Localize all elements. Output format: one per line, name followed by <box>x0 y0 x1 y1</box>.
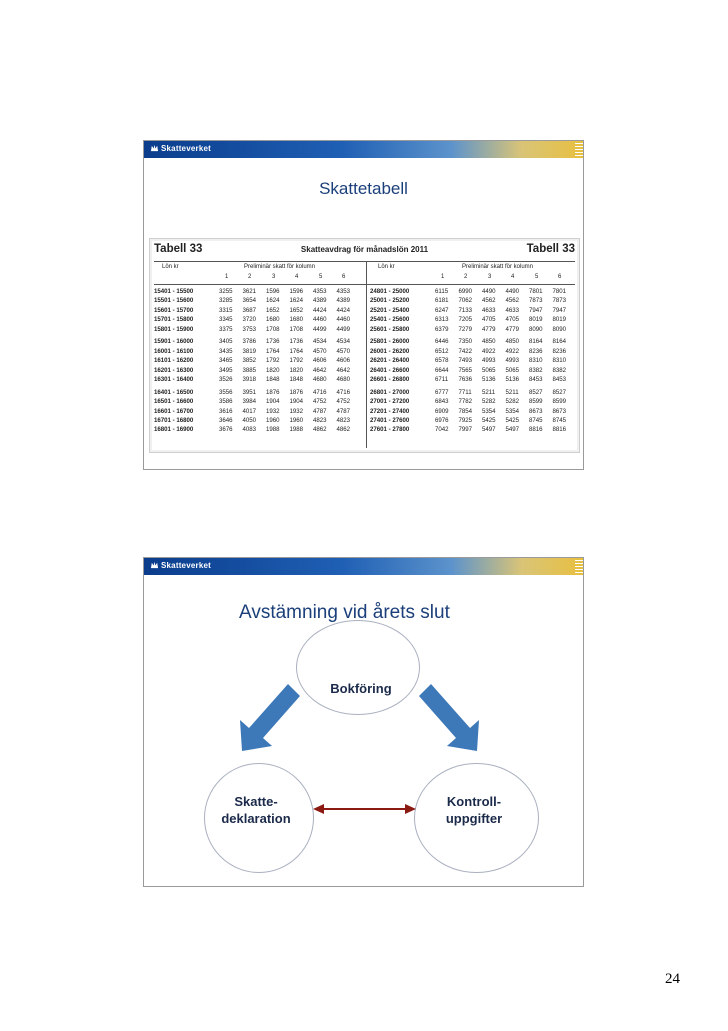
tax-cell: 7801 <box>552 288 567 295</box>
tax-cell: 5354 <box>482 407 496 415</box>
col-num: 1 <box>441 274 445 280</box>
table-row <box>154 416 364 425</box>
table-row <box>370 416 580 425</box>
tax-cell: 8090 <box>552 325 567 333</box>
slide-title: Skattetabell <box>319 179 408 198</box>
tax-cell: 1652 <box>289 306 304 314</box>
tax-cell: 3687 <box>242 306 257 314</box>
tax-cell: 1624 <box>266 297 280 305</box>
tax-cell: 7801 <box>529 288 543 295</box>
slide-header-bar <box>144 141 583 158</box>
tax-cell: 4680 <box>336 376 351 384</box>
tax-cell: 7042 <box>435 426 449 434</box>
col-num: 3 <box>488 274 492 280</box>
salary-range-cell: 26201 - 26400 <box>370 357 410 365</box>
salary-range-cell: 26001 - 26200 <box>370 347 410 355</box>
tax-cell: 4850 <box>482 338 496 346</box>
arrow-to-kontrolluppgifter <box>419 684 479 751</box>
table-row <box>370 347 580 356</box>
salary-range-cell: 15601 - 15700 <box>154 306 194 314</box>
tax-cell: 1708 <box>266 325 280 333</box>
salary-range-cell: 16701 - 16800 <box>154 417 194 425</box>
brand-name: Skatteverket <box>161 144 211 153</box>
col-num: 1 <box>225 274 229 280</box>
row-group <box>370 337 580 384</box>
tax-cell: 1792 <box>289 357 304 365</box>
tax-cell: 1820 <box>266 366 280 374</box>
table-title-right: Tabell 33 <box>526 243 575 255</box>
tax-cell: 8816 <box>529 426 543 434</box>
col-num: 6 <box>342 274 346 280</box>
slide-avstamning <box>143 557 584 887</box>
tax-cell: 4017 <box>242 407 257 415</box>
tax-cell: 6976 <box>435 417 449 425</box>
tax-cell: 4633 <box>505 306 520 314</box>
tax-cell: 3819 <box>242 347 257 355</box>
tax-table-header <box>154 243 575 257</box>
tax-cell: 6512 <box>435 347 449 355</box>
tax-cell: 4460 <box>313 316 327 324</box>
table-left-half <box>154 287 364 438</box>
tax-cell: 7062 <box>458 297 473 305</box>
tax-cell: 6711 <box>435 376 449 384</box>
tax-cell: 4862 <box>336 426 351 434</box>
tax-cell: 5282 <box>482 398 496 406</box>
tax-cell: 5425 <box>505 417 520 425</box>
tax-cell: 7493 <box>458 357 473 365</box>
tax-cell: 1736 <box>266 338 280 346</box>
tax-cell: 5065 <box>505 366 520 374</box>
row-group <box>154 388 364 435</box>
tax-cell: 1652 <box>266 306 280 314</box>
tax-cell: 4787 <box>336 407 351 415</box>
salary-range-cell: 26601 - 26800 <box>370 376 410 384</box>
tax-cell: 4606 <box>336 357 351 365</box>
tax-cell: 6379 <box>435 325 449 333</box>
salary-range-cell: 16001 - 16100 <box>154 347 194 355</box>
skatteverket-logo <box>150 144 211 153</box>
tax-cell: 7873 <box>552 297 567 305</box>
tax-cell: 3255 <box>219 288 233 295</box>
tax-cell: 1736 <box>289 338 304 346</box>
tax-cell: 7997 <box>458 426 473 434</box>
brand-name: Skatteverket <box>161 561 211 570</box>
salary-range-cell: 26401 - 26600 <box>370 366 410 374</box>
table-row <box>154 397 364 406</box>
col-num: 3 <box>272 274 276 280</box>
tax-cell: 8816 <box>552 426 567 434</box>
page-number: 24 <box>665 971 680 987</box>
tax-cell: 8745 <box>552 417 567 425</box>
salary-range-cell: 16501 - 16600 <box>154 398 194 406</box>
table-row <box>370 407 580 416</box>
tax-cell: 7711 <box>458 388 472 396</box>
tax-cell: 7565 <box>458 366 473 374</box>
tax-cell: 4083 <box>242 426 257 434</box>
tax-cell: 3345 <box>219 316 233 324</box>
tax-cell: 8019 <box>552 316 567 324</box>
tax-cell: 5136 <box>482 376 496 384</box>
tax-table <box>149 238 580 453</box>
tax-cell: 4850 <box>505 338 520 346</box>
tax-cell: 3526 <box>219 376 233 384</box>
tax-cell: 4353 <box>336 288 351 295</box>
tax-cell: 8527 <box>529 388 543 396</box>
tax-cell: 3586 <box>219 398 233 406</box>
tax-cell: 3465 <box>219 357 233 365</box>
tax-cell: 4716 <box>336 388 351 396</box>
tax-cell: 4050 <box>242 417 257 425</box>
tax-cell: 5282 <box>505 398 520 406</box>
tax-cell: 1876 <box>289 388 304 396</box>
table-title-left: Tabell 33 <box>154 243 203 255</box>
tax-cell: 5211 <box>482 388 496 396</box>
node-label-line: Kontroll- <box>446 794 502 809</box>
header-stripes <box>575 141 583 158</box>
tax-cell: 4680 <box>313 376 327 384</box>
tax-cell: 3984 <box>242 398 257 406</box>
table-row <box>370 375 580 384</box>
tax-cell: 8090 <box>529 325 543 333</box>
table-row <box>154 325 364 334</box>
tax-cell: 8673 <box>552 407 567 415</box>
tax-cell: 7422 <box>458 347 473 355</box>
tax-cell: 6843 <box>435 398 449 406</box>
tax-cell: 3676 <box>219 426 233 434</box>
col-label-right: Lön kr <box>378 264 395 270</box>
tax-cell: 3435 <box>219 347 233 355</box>
tax-cell: 4460 <box>336 316 351 324</box>
tax-cell: 4570 <box>313 347 327 355</box>
row-group <box>370 388 580 435</box>
table-row <box>154 388 364 397</box>
col-num: 2 <box>248 274 252 280</box>
salary-range-cell: 24801 - 25000 <box>370 288 410 295</box>
tax-cell: 1960 <box>289 417 304 425</box>
tax-cell: 8673 <box>529 407 543 415</box>
col-group-label-left: Preliminär skatt för kolumn <box>244 264 316 270</box>
tax-cell: 1596 <box>289 288 304 295</box>
table-row <box>154 375 364 384</box>
tax-cell: 4633 <box>482 306 496 314</box>
salary-range-cell: 26801 - 27000 <box>370 388 410 396</box>
tax-cell: 3918 <box>242 376 257 384</box>
tax-cell: 4823 <box>336 417 351 425</box>
tax-cell: 1708 <box>289 325 304 333</box>
col-num: 2 <box>464 274 468 280</box>
tax-cell: 4424 <box>336 306 351 314</box>
table-row <box>154 315 364 324</box>
tax-cell: 4490 <box>505 288 520 295</box>
salary-range-cell: 16601 - 16700 <box>154 407 194 415</box>
table-row <box>370 287 580 296</box>
tax-cell: 4562 <box>505 297 520 305</box>
tax-cell: 8310 <box>552 357 567 365</box>
tax-cell: 7873 <box>529 297 543 305</box>
tax-cell: 1932 <box>289 407 304 415</box>
table-divider <box>366 261 367 448</box>
table-row <box>370 425 580 434</box>
tax-cell: 1988 <box>289 426 304 434</box>
node-skattedeklaration <box>206 793 306 827</box>
tax-cell: 6578 <box>435 357 449 365</box>
tax-cell: 6181 <box>435 297 449 305</box>
salary-range-cell: 15801 - 15900 <box>154 325 194 333</box>
salary-range-cell: 16301 - 16400 <box>154 376 194 384</box>
tax-cell: 3951 <box>242 388 257 396</box>
tax-cell: 3885 <box>242 366 257 374</box>
col-num: 5 <box>535 274 539 280</box>
tax-cell: 8164 <box>529 338 543 346</box>
tax-cell: 4716 <box>313 388 327 396</box>
flow-arrows <box>144 558 584 887</box>
tax-cell: 8599 <box>529 398 543 406</box>
tax-cell: 4424 <box>313 306 327 314</box>
tax-cell: 3646 <box>219 417 233 425</box>
tax-cell: 6909 <box>435 407 449 415</box>
tax-cell: 1848 <box>289 376 304 384</box>
tax-cell: 8599 <box>552 398 567 406</box>
tax-cell: 7947 <box>529 306 543 314</box>
tax-cell: 4779 <box>505 325 520 333</box>
salary-range-cell: 16401 - 16500 <box>154 388 194 396</box>
tax-cell: 3654 <box>242 297 257 305</box>
tax-cell: 5211 <box>505 388 519 396</box>
tax-cell: 7925 <box>458 417 473 425</box>
tax-cell: 1988 <box>266 426 280 434</box>
tax-cell: 5497 <box>482 426 496 434</box>
row-group <box>154 337 364 384</box>
tax-cell: 1932 <box>266 407 280 415</box>
tax-cell: 8310 <box>529 357 543 365</box>
node-label-line: deklaration <box>221 811 291 826</box>
tax-cell: 4705 <box>482 316 496 324</box>
tax-cell: 6313 <box>435 316 449 324</box>
salary-range-cell: 25801 - 26000 <box>370 338 410 346</box>
slide-skattetabell <box>143 140 584 470</box>
tax-cell: 3405 <box>219 338 233 346</box>
table-row <box>154 296 364 305</box>
tax-cell: 6247 <box>435 306 449 314</box>
tax-cell: 8453 <box>552 376 567 384</box>
tax-cell: 1848 <box>266 376 280 384</box>
node-label-line: Skatte- <box>234 794 278 809</box>
table-row <box>370 325 580 334</box>
tax-cell: 1680 <box>266 316 280 324</box>
table-row <box>370 315 580 324</box>
tax-cell: 8382 <box>552 366 567 374</box>
tax-cell: 4823 <box>313 417 327 425</box>
tax-cell: 7854 <box>458 407 473 415</box>
table-row <box>154 287 364 296</box>
tax-cell: 5065 <box>482 366 496 374</box>
table-row <box>154 366 364 375</box>
tax-cell: 4779 <box>482 325 496 333</box>
table-row <box>154 347 364 356</box>
tax-cell: 4993 <box>482 357 496 365</box>
tax-cell: 7350 <box>458 338 473 346</box>
table-row <box>154 425 364 434</box>
tax-cell: 1960 <box>266 417 280 425</box>
tax-cell: 8236 <box>552 347 567 355</box>
tax-cell: 5354 <box>505 407 520 415</box>
tax-cell: 4993 <box>505 357 520 365</box>
column-header-row <box>154 261 575 285</box>
tax-cell: 3786 <box>242 338 257 346</box>
row-group <box>370 287 580 334</box>
node-bokforing: Bokföring <box>330 681 392 696</box>
tax-cell: 3285 <box>219 297 233 305</box>
table-row <box>154 306 364 315</box>
tax-cell: 7205 <box>458 316 473 324</box>
table-row <box>154 337 364 346</box>
col-num: 4 <box>295 274 299 280</box>
tax-cell: 4499 <box>336 325 351 333</box>
tax-cell: 4606 <box>313 357 327 365</box>
node-label-line: uppgifter <box>445 811 503 826</box>
tax-cell: 4642 <box>313 366 327 374</box>
tax-cell: 4922 <box>505 347 520 355</box>
table-row <box>370 296 580 305</box>
tax-cell: 4752 <box>336 398 351 406</box>
tax-cell: 1820 <box>289 366 304 374</box>
tax-cell: 4389 <box>336 297 351 305</box>
salary-range-cell: 25601 - 25800 <box>370 325 410 333</box>
salary-range-cell: 25201 - 25400 <box>370 306 410 314</box>
tax-cell: 7947 <box>552 306 567 314</box>
tax-cell: 4862 <box>313 426 327 434</box>
tax-cell: 4499 <box>313 325 327 333</box>
tax-cell: 1876 <box>266 388 280 396</box>
tax-cell: 6115 <box>435 288 449 295</box>
table-row <box>370 337 580 346</box>
salary-range-cell: 27601 - 27800 <box>370 426 410 434</box>
tax-cell: 4534 <box>336 338 351 346</box>
salary-range-cell: 27001 - 27200 <box>370 398 410 406</box>
tax-cell: 5136 <box>505 376 520 384</box>
tax-cell: 3375 <box>219 325 233 333</box>
tax-cell: 4490 <box>482 288 496 295</box>
tax-cell: 4705 <box>505 316 520 324</box>
tax-cell: 5425 <box>482 417 496 425</box>
tax-cell: 4389 <box>313 297 327 305</box>
col-num: 4 <box>511 274 515 280</box>
tax-cell: 8453 <box>529 376 543 384</box>
salary-range-cell: 15701 - 15800 <box>154 316 194 324</box>
tax-cell: 4787 <box>313 407 327 415</box>
table-title-center: Skatteavdrag för månadslön 2011 <box>300 245 429 254</box>
tax-cell: 4562 <box>482 297 496 305</box>
tax-cell: 3495 <box>219 366 233 374</box>
tax-cell: 4642 <box>336 366 351 374</box>
salary-range-cell: 25401 - 25600 <box>370 316 410 324</box>
salary-range-cell: 15901 - 16000 <box>154 338 194 346</box>
salary-range-cell: 16201 - 16300 <box>154 366 194 374</box>
col-num: 5 <box>319 274 323 280</box>
tax-cell: 8745 <box>529 417 543 425</box>
tax-cell: 1904 <box>266 398 280 406</box>
tax-cell: 3753 <box>242 325 257 333</box>
salary-range-cell: 16801 - 16900 <box>154 426 194 434</box>
tax-cell: 1792 <box>266 357 280 365</box>
salary-range-cell: 27401 - 27600 <box>370 417 410 425</box>
slide-title: Avstämning vid årets slut <box>239 602 450 623</box>
table-row <box>154 407 364 416</box>
salary-range-cell: 16101 - 16200 <box>154 357 194 365</box>
tax-cell: 7636 <box>458 376 473 384</box>
tax-cell: 8527 <box>552 388 567 396</box>
tax-cell: 3621 <box>242 288 257 295</box>
tax-cell: 1904 <box>289 398 304 406</box>
table-right-half <box>370 287 580 438</box>
table-row <box>370 388 580 397</box>
tax-cell: 1764 <box>289 347 304 355</box>
tax-cell: 6777 <box>435 388 449 396</box>
tax-cell: 6644 <box>435 366 449 374</box>
tax-cell: 8382 <box>529 366 543 374</box>
arrow-to-skattedeklaration <box>240 684 300 751</box>
table-row <box>370 397 580 406</box>
tax-cell: 4534 <box>313 338 327 346</box>
row-group <box>154 287 364 334</box>
salary-range-cell: 15501 - 15600 <box>154 297 194 305</box>
col-label-left: Lön kr <box>162 264 179 270</box>
tax-cell: 6446 <box>435 338 449 346</box>
tax-cell: 3315 <box>219 306 233 314</box>
salary-range-cell: 25001 - 25200 <box>370 297 410 305</box>
tax-cell: 8236 <box>529 347 543 355</box>
tax-cell: 8164 <box>552 338 567 346</box>
node-kontrolluppgifter <box>424 793 524 827</box>
tax-cell: 6990 <box>458 288 473 295</box>
table-row <box>154 356 364 365</box>
crown-icon <box>150 144 159 152</box>
tax-cell: 7279 <box>458 325 473 333</box>
tax-cell: 1680 <box>289 316 304 324</box>
tax-cell: 7133 <box>458 306 473 314</box>
tax-cell: 1764 <box>266 347 280 355</box>
tax-cell: 1596 <box>266 288 280 295</box>
col-num: 6 <box>558 274 562 280</box>
tax-cell: 7782 <box>458 398 473 406</box>
tax-cell: 4353 <box>313 288 327 295</box>
tax-cell: 1624 <box>289 297 304 305</box>
tax-cell: 3616 <box>219 407 233 415</box>
tax-cell: 3720 <box>242 316 257 324</box>
table-row <box>370 356 580 365</box>
table-row <box>370 366 580 375</box>
salary-range-cell: 27201 - 27400 <box>370 407 410 415</box>
tax-cell: 3852 <box>242 357 257 365</box>
tax-cell: 8019 <box>529 316 543 324</box>
tax-cell: 4752 <box>313 398 327 406</box>
tax-cell: 4570 <box>336 347 351 355</box>
table-row <box>370 306 580 315</box>
tax-cell: 4922 <box>482 347 496 355</box>
tax-cell: 5497 <box>505 426 520 434</box>
col-group-label-right: Preliminär skatt för kolumn <box>462 264 534 270</box>
salary-range-cell: 15401 - 15500 <box>154 288 194 295</box>
tax-cell: 3556 <box>219 388 233 396</box>
double-arrow-red <box>313 804 416 814</box>
